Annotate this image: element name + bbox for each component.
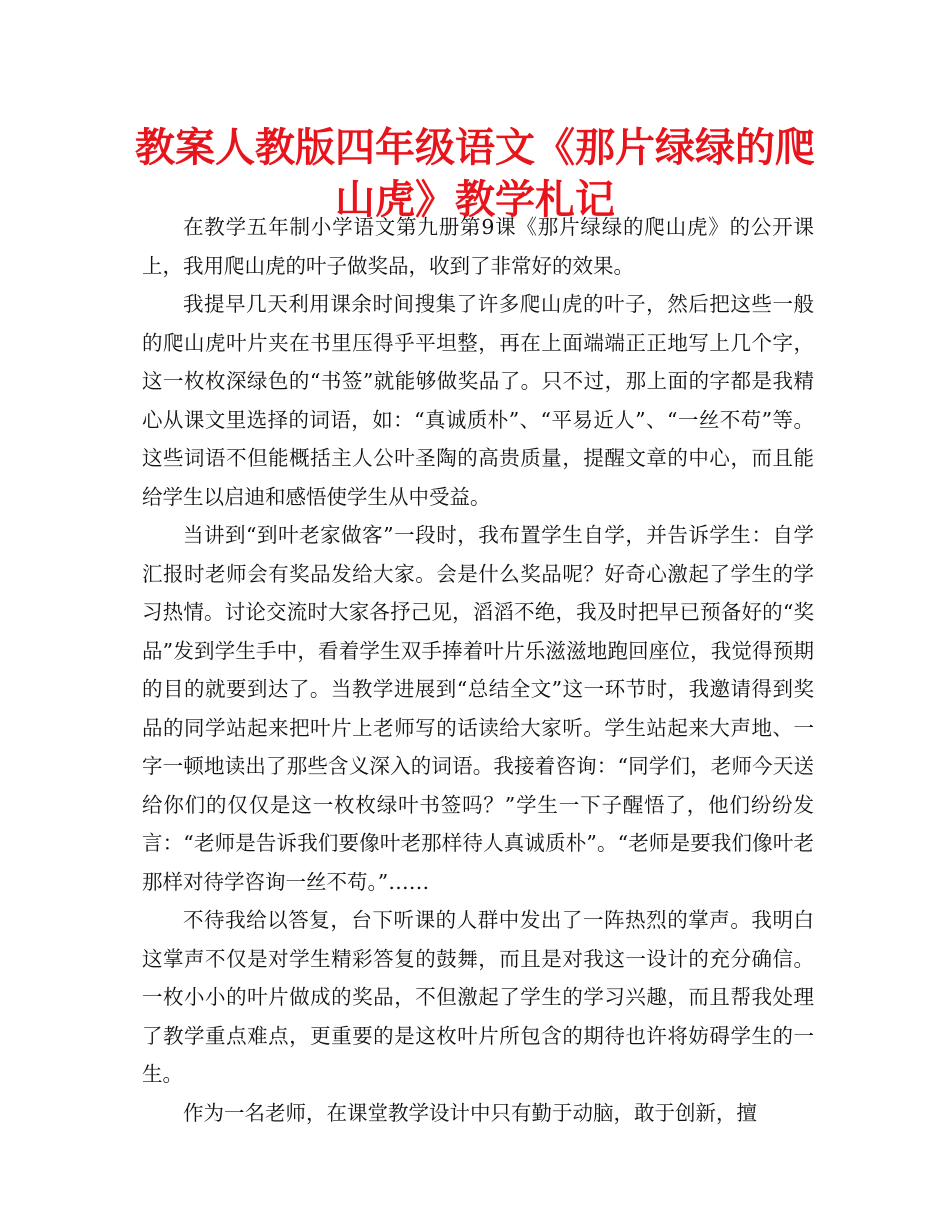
paragraph-3: 当讲到“到叶老家做客”一段时，我布置学生自学，并告诉学生：自学汇报时老师会有奖品发给大家。会是什么奖品呢？好奇心激起了学生的学习热情。讨论交流时大家各抒己见，滔滔不绝，我及时把早已预备好的“奖品”发到学生手中，看着学生双手捧着叶片乐滋滋地跑回座位，我觉得预期的目的就要到达了。当教学进展到“总结全文”这一环节时，我邀请得到奖品的同学站起来把叶片上老师写的话读给大家听。学生站起来大声地、一字一顿地读出了那些含义深入的词语。我接着咨询：“同学们，老师今天送给你们的仅仅是这一枚枚绿叶书签吗？”学生一下子醒悟了，他们纷纷发言：“老师是告诉我们要像叶老那样待人真诚质朴”。“老师是要我们像叶老那样对待学咨询一丝不苟。”……	[142, 523, 814, 894]
paragraph-2: 我提早几天利用课余时间搜集了许多爬山虎的叶子，然后把这些一般的爬山虎叶片夹在书里压得乎平坦整，再在上面端端正正地写上几个字，这一枚枚深绿色的“书签”就能够做奖品了。只不过，那上面的字都是我精心从课文里选择的词语，如：“真诚质朴”、“平易近人”、“一丝不苟”等。这些词语不但能概括主人公叶圣陶的高贵质量，提醒文章的中心，而且能给学生以启迪和感悟使学生从中受益。	[142, 292, 814, 509]
document-title: 教案人教版四年级语文《那片绿绿的爬山虎》教学札记	[135, 125, 815, 223]
paragraph-4: 不待我给以答复，台下听课的人群中发出了一阵热烈的掌声。我明白这掌声不仅是对学生精彩答复的鼓舞，而且是对我这一设计的充分确信。一枚小小的叶片做成的奖品，不但激起了学生的学习兴趣，而且帮我处理了教学重点难点，更重要的是这枚叶片所包含的期待也许将妨碍学生的一生。	[142, 908, 814, 1086]
document-body	[142, 208, 814, 1132]
paragraph-5: 作为一名老师，在课堂教学设计中只有勤于动脑，敢于创新，擅	[183, 1100, 757, 1125]
paragraph-1: 在教学五年制小学语文第九册第9课《那片绿绿的爬山虎》的公开课上，我用爬山虎的叶子做奖品，收到了非常好的效果。	[142, 215, 814, 278]
